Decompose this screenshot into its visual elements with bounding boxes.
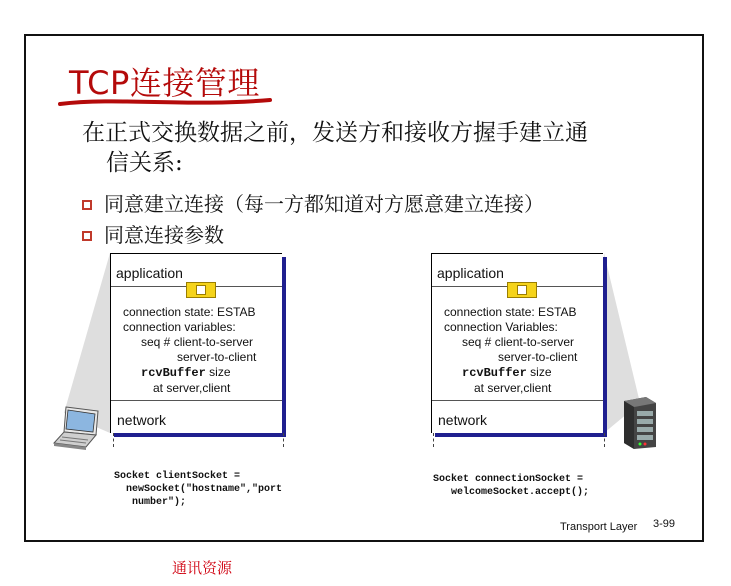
seq2-text: server-to-client (177, 350, 257, 364)
bullet-box-icon (82, 200, 92, 210)
bullet-text: 同意建立连接（每一方都知道对方愿意建立连接） (104, 192, 544, 216)
application-label: application (116, 265, 183, 281)
connection-state-block (111, 287, 282, 401)
intro-text (82, 118, 682, 178)
laptop-icon (52, 405, 102, 451)
connection-state-block (432, 287, 603, 401)
application-label: application (437, 265, 504, 281)
seq2-text: server-to-client (498, 350, 578, 364)
rcvbuffer-rest: size (205, 365, 231, 379)
bullet-box-icon (82, 231, 92, 241)
at-text: at server,client (153, 381, 231, 395)
network-label: network (438, 412, 488, 428)
client-socket-code: Socket clientSocket = newSocket("hostname","port number"); (114, 471, 283, 508)
caption-below: 通讯资源 (172, 559, 233, 577)
client-dash-right (283, 433, 284, 447)
seq-text: seq # client-to-server (462, 335, 575, 349)
slide-title: TCP连接管理 (69, 64, 260, 102)
socket-icon (507, 282, 537, 298)
server-socket-code: Socket connectionSocket = welcomeSocket.accept(); (433, 474, 590, 498)
server-dash-right (604, 433, 605, 447)
client-host-stack (110, 253, 282, 433)
socket-icon (186, 282, 216, 298)
connection-state-text: connection state: ESTAB (444, 305, 577, 319)
intro-line-2: 信关系: (106, 150, 183, 176)
connection-vars-text: connection variables: (123, 320, 236, 334)
network-label: network (117, 412, 167, 428)
title-underline (58, 95, 273, 109)
at-text: at server,client (474, 381, 552, 395)
bullet-item (82, 219, 224, 248)
server-dash-left (433, 433, 434, 447)
rcvbuffer-line (444, 365, 603, 381)
rcvbuffer-name: rcvBuffer (462, 366, 527, 380)
intro-line-1: 在正式交换数据之前，发送方和接收方握手建立通 (82, 120, 588, 146)
rcvbuffer-rest: size (526, 365, 552, 379)
server-tower-icon (620, 395, 660, 450)
connection-vars-text: connection Variables: (444, 320, 558, 334)
footer-label: Transport Layer (560, 521, 638, 533)
rcvbuffer-line (123, 365, 282, 381)
client-dash-left (113, 433, 114, 447)
rcvbuffer-name: rcvBuffer (141, 366, 206, 380)
connection-state-text: connection state: ESTAB (123, 305, 256, 319)
bullet-item (82, 188, 544, 217)
bullet-text: 同意连接参数 (104, 223, 224, 247)
page-number: 3-99 (653, 518, 676, 530)
seq-text: seq # client-to-server (141, 335, 254, 349)
server-host-stack (431, 253, 603, 433)
